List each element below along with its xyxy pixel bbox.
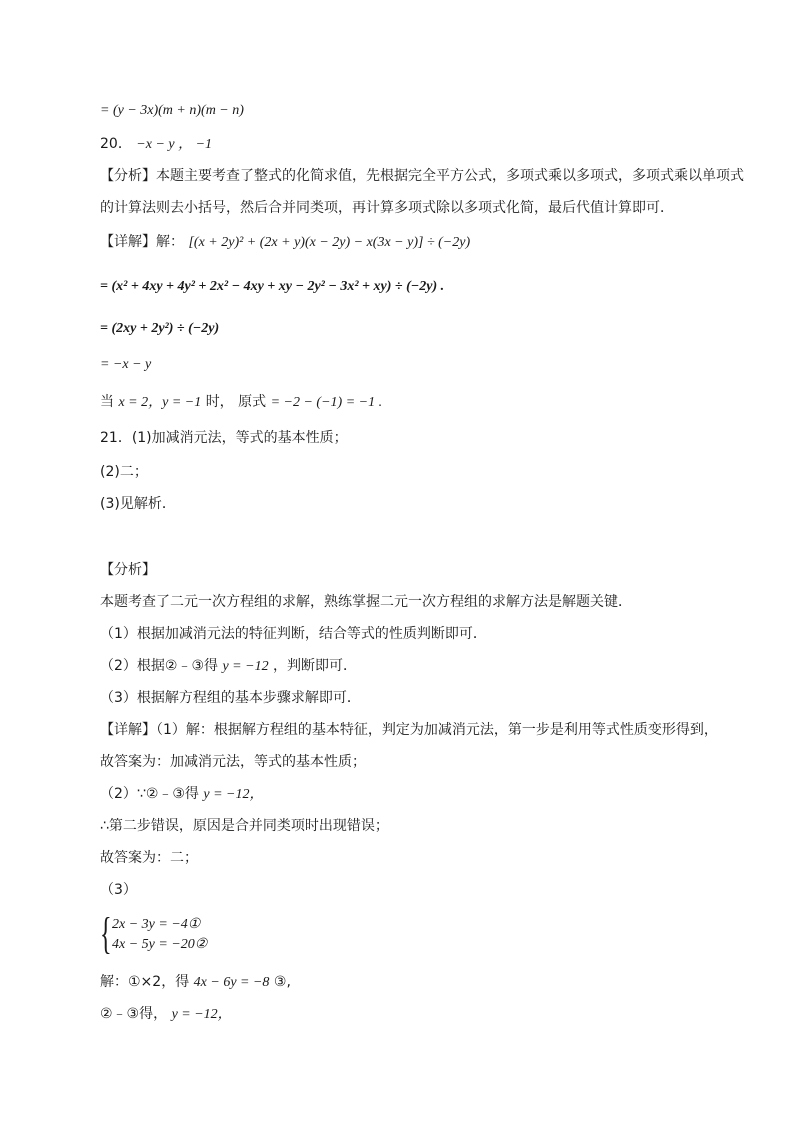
analysis-step-2: [100, 656, 357, 677]
answer-21-1: 21．(1)加减消元法，等式的基本性质；: [100, 430, 348, 446]
detail-expression: [(x + 2y)² + (2x + y)(x − 2y) − x(3x − y)] ÷ (−2y): [188, 235, 471, 250]
system-brace: {: [100, 909, 112, 958]
error-reason: ∴第二步错误，原因是合并同类项时出现错误；: [100, 818, 389, 834]
result-expression: = −x − y: [100, 357, 152, 372]
detail-part-2: [100, 784, 263, 805]
values-math: x = 2，y = −1: [118, 395, 202, 410]
system-equation-1: [112, 914, 200, 935]
solution-1-pre: 解：①×2，得: [100, 974, 190, 990]
part-2-math: y = −12，: [203, 787, 264, 802]
detail-label: 【详解】解：: [100, 234, 184, 250]
detail-line-2: [100, 276, 444, 297]
when-text: 当: [100, 394, 114, 410]
solution-2-pre: ②﹣③得，: [100, 1006, 168, 1022]
analysis-heading: 【分析】: [100, 562, 156, 578]
answer-part-1: 故答案为：加减消元法，等式的基本性质；: [100, 754, 366, 770]
question-number: 20．: [100, 136, 132, 152]
equation-line-1: [100, 100, 244, 121]
analysis-step-1: （1）根据加减消元法的特征判断，结合等式的性质判断即可．: [100, 626, 487, 642]
solution-2-math: y = −12，: [171, 1007, 232, 1022]
system-equation-2: [112, 934, 207, 955]
step-2-math: y = −12: [222, 659, 269, 674]
analysis-text: 本题考查了二元一次方程组的求解，熟练掌握二元一次方程组的求解方法是解题关键．: [100, 594, 632, 610]
solution-step-2: [100, 1004, 232, 1025]
detail-line-3: [100, 318, 219, 339]
analysis-line-2: 的计算法则去小括号，然后合并同类项，再计算多项式除以多项式化简，最后代值计算即可．: [100, 200, 674, 216]
analysis-line-1: 【分析】本题主要考查了整式的化简求值，先根据完全平方公式，多项式乘以多项式，多项式乘以单项式: [100, 168, 744, 184]
solution-step-1: [100, 972, 291, 993]
answer-21-3: (3)见解析．: [100, 496, 176, 512]
part-2-pre: （2）∵②﹣③得: [100, 786, 199, 802]
detail-part-3: （3）: [100, 882, 137, 898]
solution-1-math: 4x − 6y = −8: [193, 975, 270, 990]
answer-math: −x − y ， −1: [136, 137, 213, 152]
eq1-text: 2x − 3y = −4①: [112, 917, 201, 932]
detail-line-4: [100, 354, 151, 375]
simplified-expression: = (2xy + 2y²) ÷ (−2y): [100, 321, 220, 336]
analysis-step-3: （3）根据解方程组的基本步骤求解即可．: [100, 690, 361, 706]
solution-1-post: ③,: [273, 974, 291, 990]
expanded-expression: = (x² + 4xy + 4y² + 2x² − 4xy + xy − 2y² − 3x² + xy) ÷ (−2y) .: [100, 279, 445, 294]
math-text: = (y − 3x)(m + n)(m − n): [100, 103, 244, 118]
answer-part-2: 故答案为：二；: [100, 850, 198, 866]
step-2-post: ，判断即可．: [273, 658, 358, 674]
substitution-line: [100, 392, 382, 413]
eq2-text: 4x − 5y = −20②: [112, 937, 208, 952]
answer-21-2: (2)二；: [100, 464, 148, 480]
evaluation-math: = −2 − (−1) = −1 .: [270, 395, 383, 410]
detail-part-1: 【详解】（1）解：根据解方程组的基本特征，判定为加减消元法，第一步是利用等式性质变形得到，: [100, 722, 718, 738]
detail-line-1: [100, 232, 470, 253]
answer-20: [100, 134, 212, 155]
original-text: 时， 原式: [205, 394, 267, 410]
step-2-pre: （2）根据②﹣③得: [100, 658, 219, 674]
